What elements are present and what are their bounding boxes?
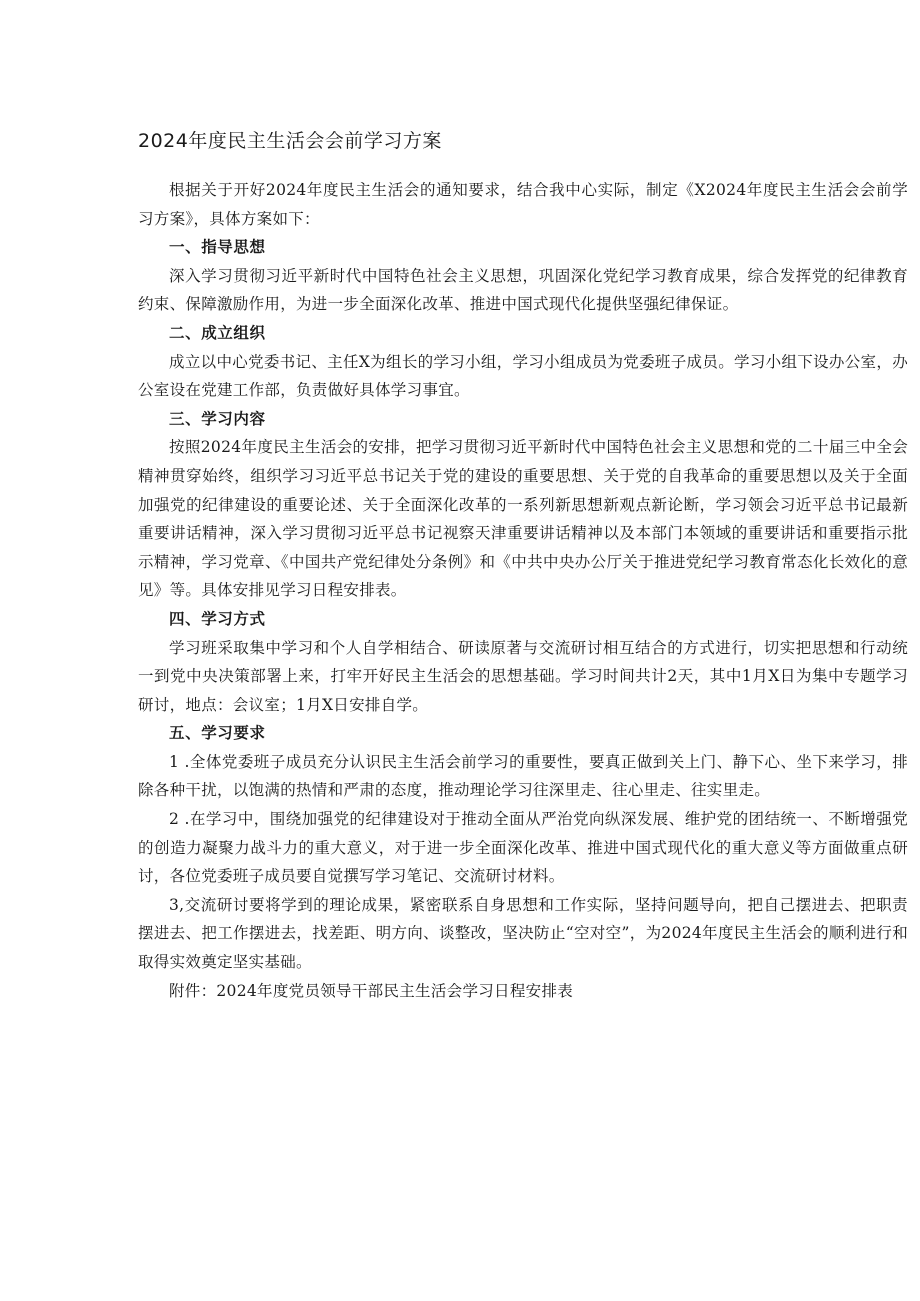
section-paragraph: 学习班采取集中学习和个人自学相结合、研读原著与交流研讨相互结合的方式进行，切实把思想和行动统一到党中央决策部署上来，打牢开好民主生活会的思想基础。学习时间共计2天，其中1月X日为集中专题学习研讨，地点：会议室；1月X日安排自学。 — [138, 638, 908, 714]
intro-paragraph: 根据关于开好2024年度民主生活会的通知要求，结合我中心实际，制定《X2024年度民主生活会会前学习方案》，具体方案如下： — [138, 181, 908, 228]
section-paragraph: 成立以中心党委书记、主任X为组长的学习小组，学习小组成员为党委班子成员。学习小组下设办公室，办公室设在党建工作部，负责做好具体学习事宜。 — [138, 352, 908, 400]
section-heading-organization: 二、成立组织 — [169, 323, 266, 342]
document-title: 2024年度民主生活会会前学习方案 — [138, 130, 442, 152]
section-heading-study-content: 三、学习内容 — [169, 409, 266, 428]
requirement-item: 3,交流研讨要将学到的理论成果，紧密联系自身思想和工作实际，坚持问题导向，把自己摆进去、把职责摆进去、把工作摆进去，找差距、明方向、谈整改，坚决防止“空对空”，为2024年度民主生活会的顺利进行和取得实效奠定坚实基础。 — [138, 895, 908, 972]
requirement-item: 2 .在学习中，围绕加强党的纪律建设对于推动全面从严治党向纵深发展、维护党的团结统一、不断增强党的创造力凝聚力战斗力的重大意义，对于进一步全面深化改革、推进中国式现代化的重大意义等方面做重点研讨，各位党委班子成员要自觉撰写学习笔记、交流研讨材料。 — [138, 810, 908, 886]
requirement-item: 1 .全体党委班子成员充分认识民主生活会前学习的重要性，要真正做到关上门、静下心、坐下来学习，排除各种干扰，以饱满的热情和严肃的态度，推动理论学习往深里走、往心里走、往实里走。 — [138, 752, 908, 800]
section-paragraph: 深入学习贯彻习近平新时代中国特色社会主义思想，巩固深化党纪学习教育成果，综合发挥党的纪律教育约束、保障激励作用，为进一步全面深化改革、推进中国式现代化提供坚强纪律保证。 — [138, 266, 908, 314]
attachment-note: 附件：2024年度党员领导干部民主生活会学习日程安排表 — [169, 981, 574, 1000]
section-heading-study-requirements: 五、学习要求 — [169, 724, 266, 743]
section-paragraph: 按照2024年度民主生活会的安排，把学习贯彻习近平新时代中国特色社会主义思想和党的二十届三中全会精神贯穿始终，组织学习习近平总书记关于党的建设的重要思想、关于党的自我革命的重要思想以及关于全面加强党的纪律建设的重要论述、关于全面深化改革的一系列新思想新观点新论断，学习领会习近平总书记最新重要讲话精神，深入学习贯彻习近平总书记视察天津重要讲话精神以及本部门本领域的重要讲话和重要指示批示精神，学习党章、《中国共产党纪律处分条例》和《中共中央办公厅关于推进党纪学习教育常态化长效化的意见》等。具体安排见学习日程安排表。 — [138, 438, 908, 600]
document-body — [138, 176, 908, 1005]
section-heading-study-method: 四、学习方式 — [169, 609, 266, 628]
section-heading-guiding-ideology: 一、指导思想 — [169, 238, 266, 257]
